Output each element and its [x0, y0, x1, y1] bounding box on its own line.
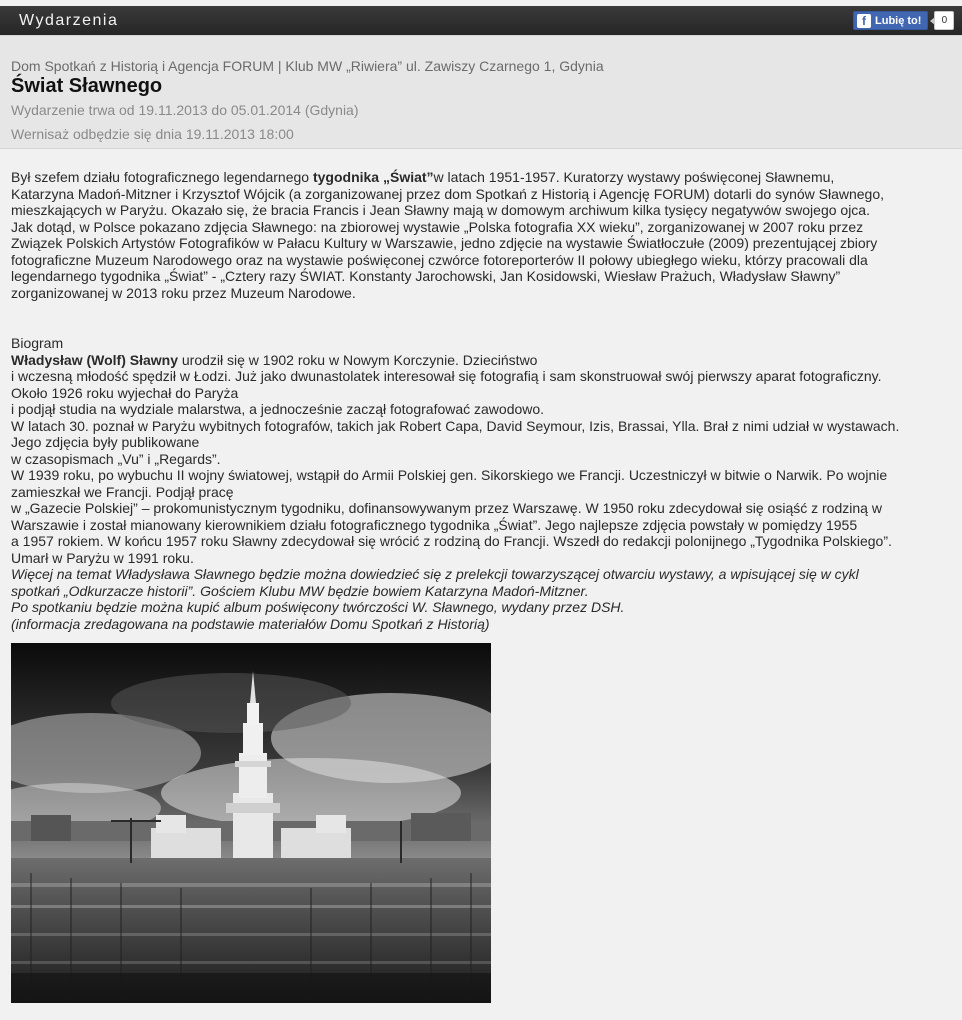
- bio-line: w „Gazecie Polskiej” – prokomunistycznym tygodniku, dofinansowywanym przez Warszawę. W 1950 roku zdecydował się osiąść z rodziną w: [11, 500, 882, 516]
- bio-line: a 1957 rokiem. W końcu 1957 roku Sławny zdecydował się wrócić z rodziną do Francji. Wszedł do redakcji polonijnego „Tygodnika Polskiego”.: [11, 533, 892, 549]
- magazine-name: tygodnika „Świat”: [312, 169, 434, 185]
- intro-line: Jak dotąd, w Polsce pokazano zdjęcia Sławnego: na zbiorowej wystawie „Polska fotografia XX wieku”, zorganizowanej w 2007 roku przez: [11, 218, 864, 235]
- section-header-bar: [0, 6, 962, 35]
- intro-line: mieszkających w Paryżu. Okazało się, że bracia Francis i Jean Sławny mają w domowym archiwum kilka tysięcy negatywów swojego ojca.: [11, 202, 870, 218]
- intro-line: fotograficzne Muzeum Narodowego oraz na wystawie poświęconej czwórce fotoreporterów II połowy ubiegłego wieku, którzy pracowali dla: [11, 251, 868, 268]
- bio-line: W 1939 roku, po wybuchu II wojny światowej, wstąpił do Armii Polskiej gen. Sikorskiego we Francji. Uczestniczył w bitwie o Narwik. Po wojnie: [11, 467, 888, 483]
- intro-line: legendarnego tygodnika „Świat” - „Cztery razy ŚWIAT. Konstanty Jarochowski, Jan Kosidowski, Wiesław Prażuch, Władysław Sławny”: [11, 268, 841, 284]
- facebook-like-button[interactable]: [853, 11, 928, 30]
- bio-text: urodził się w 1902 roku w Nowym Korczynie. Dzieciństwo: [178, 351, 538, 368]
- intro-line: zorganizowanej w 2013 roku przez Muzeum Narodowe.: [11, 284, 356, 301]
- facebook-like-widget: [853, 11, 954, 30]
- facebook-icon: f: [857, 14, 871, 28]
- bio-line: i wczesną młodość spędził w Łodzi. Już jako dwunastolatek interesował się fotografią i sam skonstruował swój pierwszy aparat fotograficzny.: [11, 368, 882, 384]
- bio-line: Umarł w Paryżu w 1991 roku.: [11, 549, 194, 566]
- note-line: Po spotkaniu będzie można kupić album poświęcony twórczości W. Sławnego, wydany przez DSH.: [11, 599, 625, 615]
- palace-of-culture-photo: [11, 643, 491, 1003]
- event-duration: Wydarzenie trwa od 19.11.2013 do 05.01.2014 (Gdynia): [11, 102, 359, 118]
- event-description: [11, 169, 956, 632]
- bio-line: i podjął studia na wydziale malarstwa, a jednocześnie zaczął fotografować zawodowo.: [11, 401, 545, 417]
- bio-line: w czasopismach „Vu” i „Regards”.: [11, 450, 221, 467]
- bio-line: W latach 30. poznał w Paryżu wybitnych fotografów, takich jak Robert Capa, David Seymour, Izis, Brassai, Ylla. Brał z nimi udział w wystawach.: [11, 417, 900, 434]
- note-line: (informacja zredagowana na podstawie materiałów Domu Spotkań z Historią): [11, 615, 490, 632]
- like-label: Lubię to!: [875, 14, 922, 27]
- bio-line: Warszawie i został mianowany kierownikiem działu fotograficznego tygodnika „Świat”. Jego najlepsze zdjęcia powstały w pomiędzy 1955: [11, 516, 858, 533]
- event-vernissage: Wernisaż odbędzie się dnia 19.11.2013 18:00: [11, 126, 294, 142]
- intro-line: Związek Polskich Artystów Fotografików w Pałacu Kultury w Warszawie, jedno zdjęcie na wystawie Światłoczułe (2009) prezentującej zbiory: [11, 235, 878, 251]
- note-line: spotkań „Odkurzacze historii”. Gościem Klubu MW będzie bowiem Katarzyna Madoń-Mitzner.: [11, 582, 589, 599]
- intro-line: Katarzyna Madoń-Mitzner i Krzysztof Wójcik (a zorganizowanej przez dom Spotkań z Historią i Agencję FORUM) dotarli do synów Sławnego,: [11, 185, 885, 202]
- bio-line: Około 1926 roku wyjechał do Paryża: [11, 384, 239, 401]
- note-line: Więcej na temat Władysława Sławnego będzie można dowiedzieć się z prelekcji towarzyszącej otwarciu wystawy, a wpisującej się w cykl: [11, 566, 859, 582]
- bio-name: Władysław (Wolf) Sławny: [11, 351, 178, 368]
- intro-line: [11, 169, 956, 186]
- event-venue: Dom Spotkań z Historią i Agencja FORUM | Klub MW „Riwiera” ul. Zawiszy Czarnego 1, Gdynia: [11, 58, 604, 74]
- intro-text: Był szefem działu fotograficznego legendarnego: [11, 169, 313, 185]
- bio-line: [11, 352, 956, 369]
- section-title: Wydarzenia: [19, 12, 119, 29]
- bio-line: zamieszkał we Francji. Podjął pracę: [11, 483, 234, 500]
- bio-heading: Biogram: [11, 335, 64, 351]
- event-title: Świat Sławnego: [11, 75, 163, 97]
- event-header: [0, 35, 962, 149]
- like-count: 0: [934, 11, 954, 30]
- event-photo: [11, 643, 491, 1003]
- bio-line: Jego zdjęcia były publikowane: [11, 434, 200, 450]
- intro-text: w latach 1951-1957. Kuratorzy wystawy poświęconej Sławnemu,: [433, 169, 835, 185]
